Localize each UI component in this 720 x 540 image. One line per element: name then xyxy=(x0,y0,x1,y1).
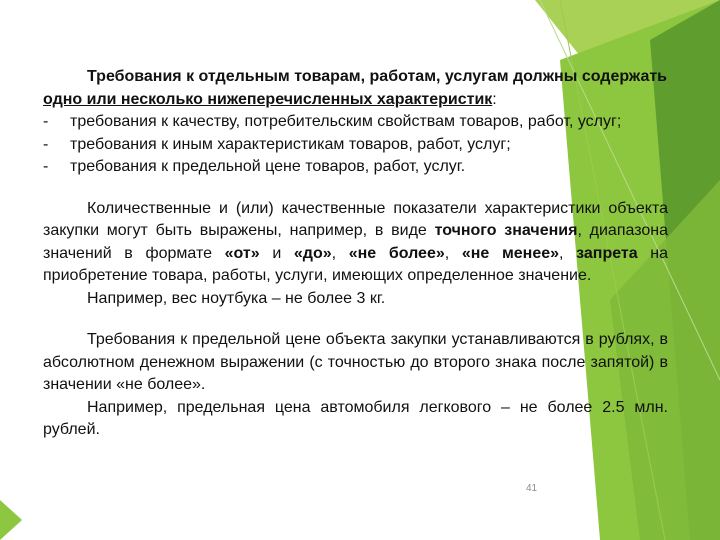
intro-colon: : xyxy=(492,90,497,108)
list-item xyxy=(43,156,668,179)
list-item xyxy=(43,111,668,134)
bullet-dash: - xyxy=(43,158,49,175)
left-arrow-shape xyxy=(0,500,22,540)
example-car: Например, предельная цена автомобиля легкового – не более 2.5 млн. рублей. xyxy=(43,398,668,438)
intro-paragraph xyxy=(43,66,668,111)
intro-underlined-text: одно или несколько нижеперечисленных характеристик xyxy=(43,90,493,108)
bold-term: точного значения xyxy=(434,222,578,239)
bullet-text: требования к иным характеристикам товаров, работ, услуг; xyxy=(70,135,511,153)
price-paragraph: Требования к предельной цене объекта закупки устанавливаются в рублях, в абсолютном денежном выражении (с точностью до второго знака после запятой) в значении «не более». xyxy=(43,331,668,393)
bullet-dash: - xyxy=(43,135,49,153)
bullet-text: требования к качеству, потребительским свойствам товаров, работ, услуг; xyxy=(70,113,622,130)
example-laptop: Например, вес ноутбука – не более 3 кг. xyxy=(87,289,386,307)
bold-term: запрета xyxy=(576,244,638,262)
bullet-text: требования к предельной цене товаров, работ, услуг. xyxy=(70,158,466,175)
intro-text: Требования к отдельным товарам, работам, услугам должны содержать xyxy=(87,68,668,85)
bold-term: «не менее» xyxy=(461,244,560,262)
bold-term: «не более» xyxy=(348,244,445,262)
bullet-dash: - xyxy=(43,113,49,130)
bold-term: «до» xyxy=(293,244,332,262)
slide-text xyxy=(43,66,668,442)
indicators-paragraph: Количественные и (или) качественные показатели характеристики объекта закупки могут быть выражены, например, в виде точного значения, диапазона значений в формате «от» и «до», «не более», «не менее», запрета на приобретение товара, работы, услуги, имеющих определенное значение. xyxy=(43,199,669,284)
list-item xyxy=(43,134,668,157)
page-number: 41 xyxy=(526,483,538,494)
bold-term: «от» xyxy=(224,244,260,262)
